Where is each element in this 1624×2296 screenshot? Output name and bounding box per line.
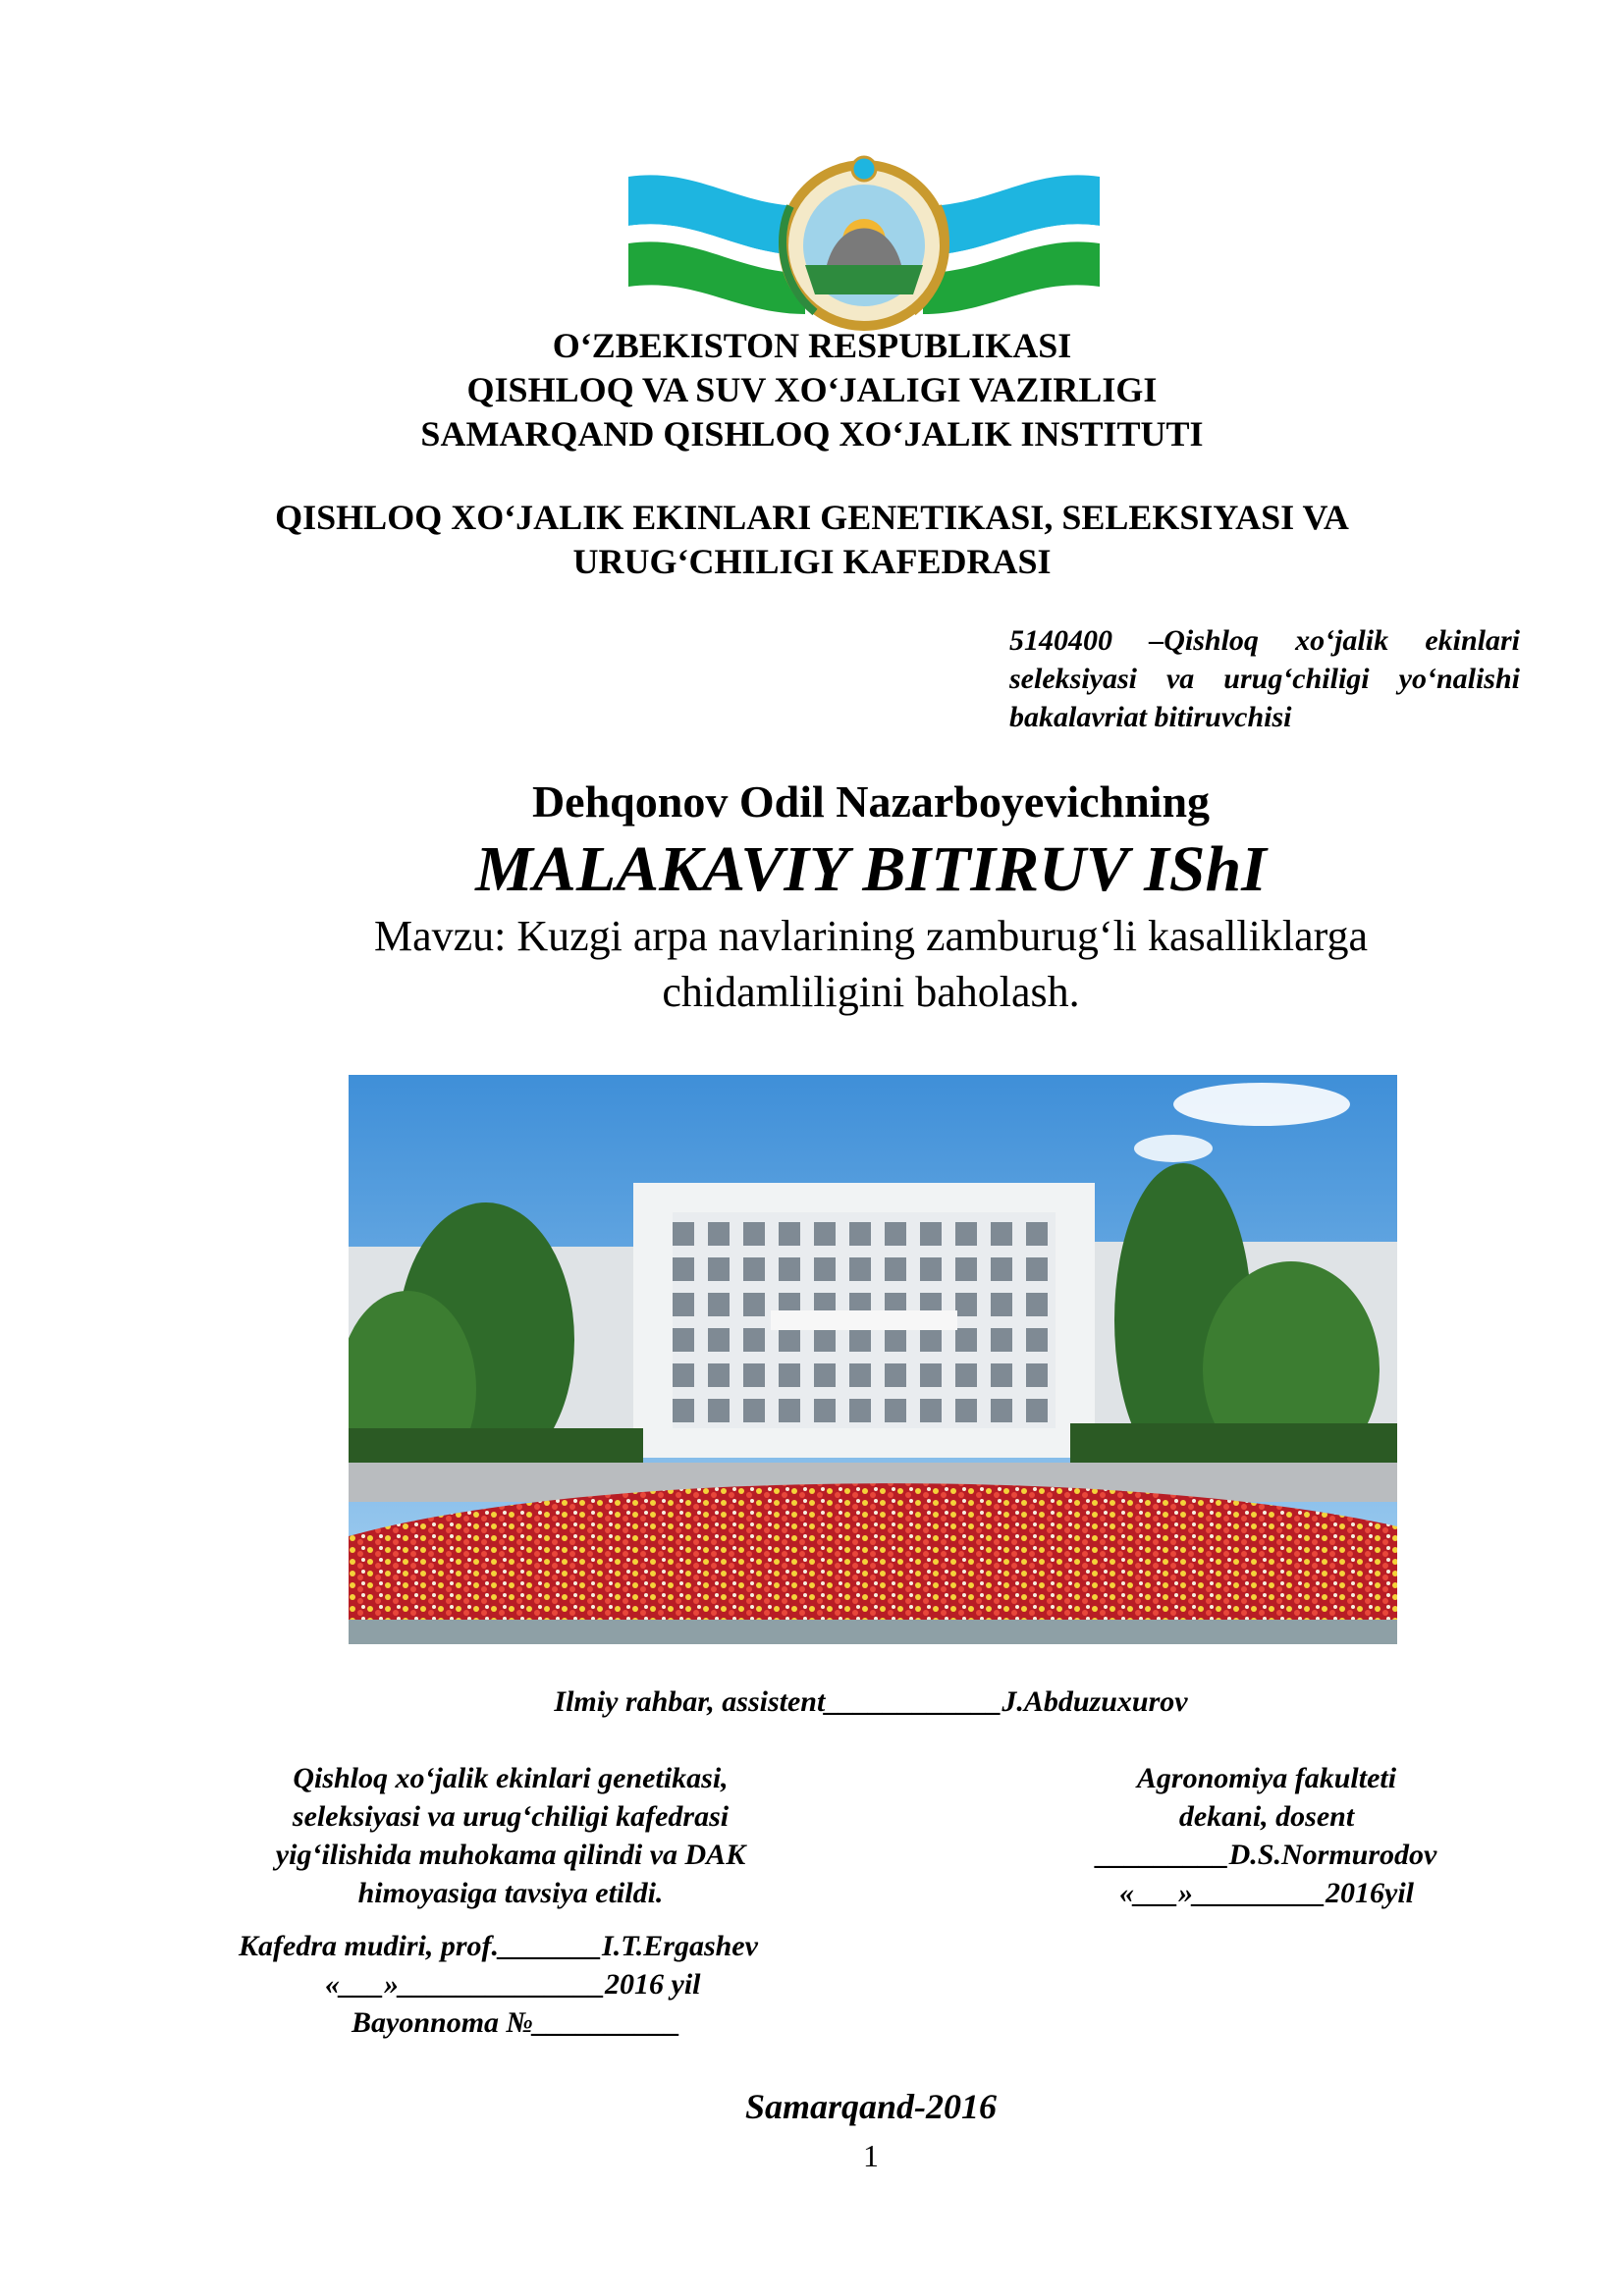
work-title: MALAKAVIY BITIRUV IShI: [475, 833, 1267, 905]
kafedra-header: [0, 496, 1624, 584]
topic-line-1: Mavzu: Kuzgi arpa navlarining zamburug‘li kasalliklarga: [373, 912, 1369, 960]
head-date: «___»______________2016 yil: [325, 1968, 701, 2001]
header-country: O‘ZBEKISTON RESPUBLIKASI: [552, 326, 1072, 365]
dean-signature: _________D.S.Normurodov: [1096, 1839, 1437, 1871]
dean-title: dekani, dosent: [1178, 1800, 1355, 1833]
state-emblem-icon: [619, 147, 1110, 334]
header-institute: SAMARQAND QISHLOQ XO‘JALIK INSTITUTI: [420, 414, 1204, 454]
kafedra-approval-line-2: seleksiyasi va urug‘chiligi kafedrasi: [292, 1800, 730, 1833]
author-name: Dehqonov Odil Nazarboyevichning: [531, 776, 1211, 827]
kafedra-line-1: QISHLOQ XO‘JALIK EKINLARI GENETIKASI, SELEKSIYASI VA: [275, 498, 1349, 537]
supervisor-signature: Ilmiy rahbar, assistent____________J.Abduzuxurov: [554, 1685, 1188, 1718]
topic-line-2: chidamliligini baholash.: [662, 968, 1080, 1016]
head-approval-block: [239, 1927, 828, 2042]
city-year: Samarqand-2016: [744, 2087, 998, 2126]
header-ministry: QISHLOQ VA SUV XO‘JALIGI VAZIRLIGI: [466, 370, 1158, 409]
dean-date: «___»_________2016yil: [1119, 1877, 1414, 1909]
institute-building-photo: [349, 1075, 1397, 1644]
protocol-number: Bayonnoma №__________: [352, 2006, 680, 2039]
head-signature: Kafedra mudiri, prof._______I.T.Ergashev: [239, 1930, 758, 1962]
kafedra-approval-block: [236, 1759, 785, 1912]
kafedra-approval-line-3: yig‘ilishida muhokama qilindi va DAK: [275, 1839, 746, 1871]
direction-note: 5140400 –Qishloq xo‘jalik ekinlari seleksiyasi va urug‘chiligi yo‘nalishi bakalavriat bitiruvchisi: [1009, 624, 1520, 733]
kafedra-approval-line-1: Qishloq xo‘jalik ekinlari genetikasi,: [293, 1762, 729, 1794]
topic: [0, 908, 1624, 1020]
page-number: 1: [863, 2138, 879, 2173]
dean-faculty: Agronomiya fakulteti: [1136, 1762, 1397, 1794]
kafedra-line-2: URUG‘CHILIGI KAFEDRASI: [572, 542, 1052, 581]
dean-approval-block: [1060, 1759, 1473, 1912]
ministry-header: [0, 324, 1624, 456]
kafedra-approval-line-4: himoyasiga tavsiya etildi.: [357, 1877, 664, 1909]
